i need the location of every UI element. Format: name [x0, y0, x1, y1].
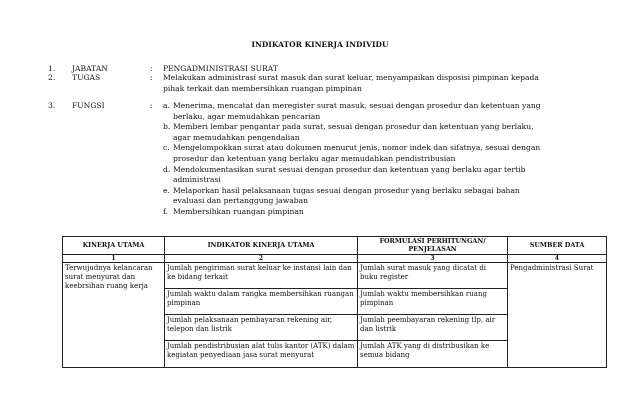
list-text: Membersihkan ruangan pimpinan: [173, 206, 304, 216]
list-text: Menerima, mencatat dan meregister surat masuk, sesuai dengan prosedur dan ketentuan yang berlaku, agar memudahkan pencarian: [173, 101, 541, 121]
fungsi-list: [163, 101, 553, 218]
field-number: 1.: [48, 64, 56, 73]
formulasi-cell: Jumlah ATK yang di distribusikan ke semua bidang: [358, 341, 508, 368]
list-text: Mengelompokkan surat atau dokumen menurut jenis, nomor indek dan sifatnya, sesuai dengan prosedur dan ketentuan yang berlaku agar memudahkan pendistribusian: [173, 143, 541, 163]
field-label: FUNGSI: [72, 101, 105, 110]
header-formulasi: FORMULASI PERHITUNGAN/ PENJELASAN: [358, 237, 508, 255]
sumber-data-cell: Pengadministrasi Surat: [508, 263, 607, 368]
list-text: Mendokumentasikan surat sesuai dengan prosedur dan ketentuan yang berlaku agar tertib administrasi: [173, 164, 526, 185]
field-value: Melakukan administrasi surat masuk dan surat keluar, menyampaikan disposisi pimpinan kepada pihak terkait dan membersihkan ruangan pimpinan: [163, 73, 539, 93]
list-marker: c.: [163, 143, 170, 153]
field-colon: :: [150, 73, 153, 82]
field-label: TUGAS: [72, 73, 101, 82]
list-text: Melaporkan hasil pelaksanaan tugas sesuai dengan prosedur yang berlaku sebagai bahan evaluasi dan pertanggung jawaban: [173, 185, 520, 206]
field-number: 3.: [48, 101, 56, 110]
column-number: 2: [165, 255, 358, 263]
header-kinerja-utama: KINERJA UTAMA: [63, 237, 165, 255]
table-header-row: [63, 237, 607, 255]
list-marker: b.: [163, 122, 171, 132]
table-row: [63, 263, 607, 289]
list-item: [163, 122, 553, 143]
indikator-cell: Jumlah waktu dalam rangka membersihkan ruangan pimpinan: [165, 289, 358, 315]
kinerja-utama-cell: Terwujudnya kelancaran surat menyurat dan keebrsihan ruang kerja: [63, 263, 165, 368]
field-colon: :: [150, 101, 153, 110]
list-marker: d.: [163, 164, 171, 174]
column-number: 4: [508, 255, 607, 263]
formulasi-cell: Jumlah surat masuk yang dicatat di buku register: [358, 263, 508, 289]
column-number: 1: [63, 255, 165, 263]
header-indikator-kinerja-utama: INDIKATOR KINERJA UTAMA: [165, 237, 358, 255]
list-text: Memberi lembar pengantar pada surat, sesuai dengan prosedur dan ketentuan yang berlaku, agar memudahkan pengendalian: [173, 122, 534, 142]
list-marker: e.: [163, 185, 170, 195]
header-sumber-data: SUMBER DATA: [508, 237, 607, 255]
formulasi-cell: Jumlah waktu membersihkan ruang pimpinan: [358, 289, 508, 315]
list-marker: a.: [163, 101, 170, 110]
table-column-number-row: [63, 255, 607, 263]
field-number: 2.: [48, 73, 56, 82]
list-item: [163, 143, 553, 164]
list-marker: f.: [163, 206, 168, 216]
indikator-cell: Jumlah pengiriman surat keluar ke instansi lain dan ke bidang terkait: [165, 263, 358, 289]
field-label: JABATAN: [72, 64, 108, 73]
list-item: [163, 101, 553, 122]
document-title: INDIKATOR KINERJA INDIVIDU: [251, 40, 389, 49]
list-item: [163, 207, 553, 218]
indikator-cell: Jumlah pelaksanaan pembayaran rekening air, telepon dan listrik: [165, 315, 358, 341]
indikator-table: [62, 236, 607, 368]
field-value: PENGADMINISTRASI SURAT: [163, 64, 278, 73]
formulasi-cell: Jumlah peembayaran rekening tlp, air dan listrik: [358, 315, 508, 341]
list-item: [163, 165, 553, 186]
list-item: [163, 186, 553, 207]
column-number: 3: [358, 255, 508, 263]
field-colon: :: [150, 64, 153, 73]
indikator-cell: Jumlah pendistribusian alat tulis kantor (ATK) dalam kegiatan penyediaan jasa surat menyurat: [165, 341, 358, 368]
